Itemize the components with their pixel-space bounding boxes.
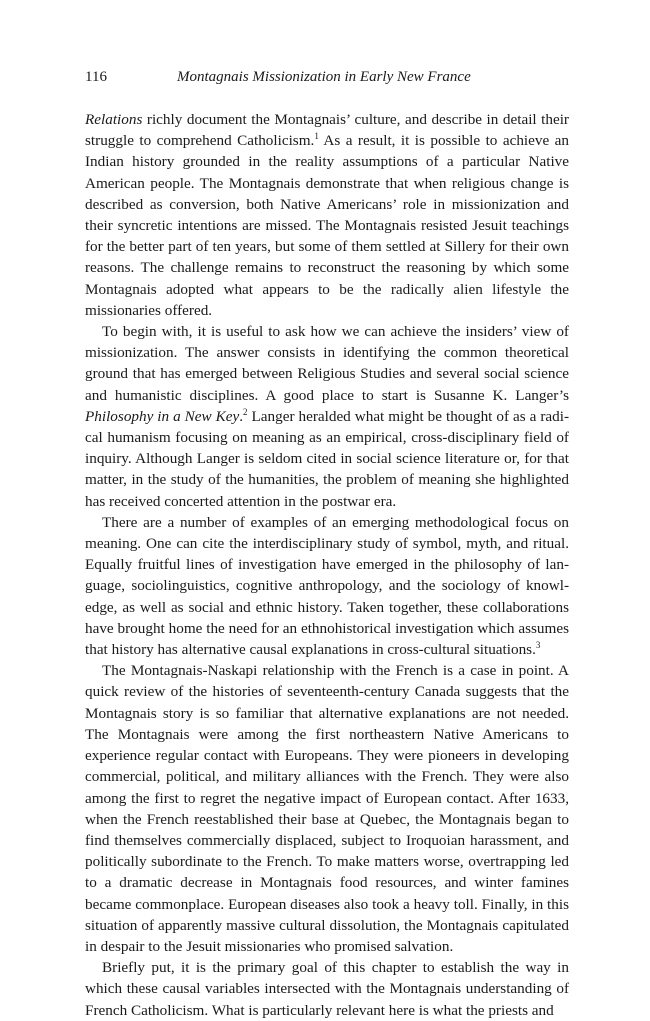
paragraph-1-text-b: As a result, it is possible to achieve an Indian history grounded in the reality assumptions of a particular Native American people. The Montagnais demonstrate that when religious change is described as conversion, both Native Americans’ role in missionization and their syncretic intentions are missed. The Montagnais resisted Jesuit teachings for the better part of ten years, but some of them settled at Sillery for their own reasons. The challenge remains to reconstruct the reasoning by which some Montagnais adopted what appears to be the radically alien lifestyle the missionaries offered. <box>85 132 569 319</box>
paragraph-1-text-a: richly document the Montagnais’ culture, and describe in detail their struggle to comprehend Catholicism. <box>85 111 569 150</box>
body-text <box>85 109 569 1021</box>
paragraph-3 <box>85 512 569 660</box>
paragraph-3-text-a: There are a number of examples of an emerging methodological focus on meaning. One can cite the interdisciplinary study of symbol, myth, and ritual. Equally fruitful lines of investigation have emerged in the philosophy of language, sociolinguistics, cognitive anthropology, and the sociology of knowledge, as well as social and ethnic history. Taken together, these collaborations have brought home the need for an ethnohistorical investigation which assumes that history has alternative causal explanations in cross-cultural situations. <box>85 513 569 659</box>
paragraph-5: Briefly put, it is the primary goal of this chapter to establish the way in which these causal variables intersected with the Montagnais understanding of French Catholicism. What is particularly relevant here is what the priests and <box>85 959 569 1019</box>
relations-title: Relations <box>85 111 143 128</box>
page-number: 116 <box>85 69 107 85</box>
book-title: Philosophy in a New Key <box>85 407 240 425</box>
paragraph-2-text-b: . <box>239 407 244 425</box>
paragraph-2-text-c: Langer heralded what might be thought of as a radical humanism focusing on meaning as an empirical, cross-disciplinary field of inquiry. Although Langer is seldom cited in social science literature or, for that matter, in the study of the humanities, the problem of meaning she highlighted has received concerted attention in the postwar era. <box>85 407 569 510</box>
paragraph-1 <box>85 109 569 321</box>
paragraph-2-text-a: To begin with, it is useful to ask how we can achieve the insiders’ view of missionization. The answer consists in identifying the common theoretical ground that has emerged between Religious Studies and several social science and humanistic disciplines. A good place to start is Susanne K. Langer’s <box>85 323 569 404</box>
running-title: Montagnais Missionization in Early New France <box>177 69 471 85</box>
footnote-ref-1[interactable]: 1 <box>314 131 319 142</box>
footnote-ref-3[interactable]: 3 <box>535 640 541 651</box>
running-head <box>85 67 565 87</box>
paragraph-2 <box>85 321 569 512</box>
paragraph-4: The Montagnais-Naskapi relationship with the French is a case in point. A quick review of the histories of seventeenth-century Canada suggests that the Montagnais story is so familiar that alternative explanations are not needed. The Montagnais were among the first northeastern Native Americans to experience regular contact with Europeans. They were pioneers in developing commercial, political, and military alliances with the French. They were also among the first to regret the negative impact of European contact. After 1633, when the French reestablished their base at Quebec, the Montagnais began to find themselves commercially displaced, subject to Iroquoian harassment, and politically subordinate to the French. To make matters worse, overtrapping led to a dramatic decrease in Montagnais food resources, and winter famines became commonplace. European diseases also took a heavy toll. Finally, in this situation of apparently massive cultural dissolution, the Montagnais capitulated in despair to the Jesuit missionaries who promised salvation. <box>85 662 569 955</box>
footnote-ref-2[interactable]: 2 <box>243 406 248 417</box>
